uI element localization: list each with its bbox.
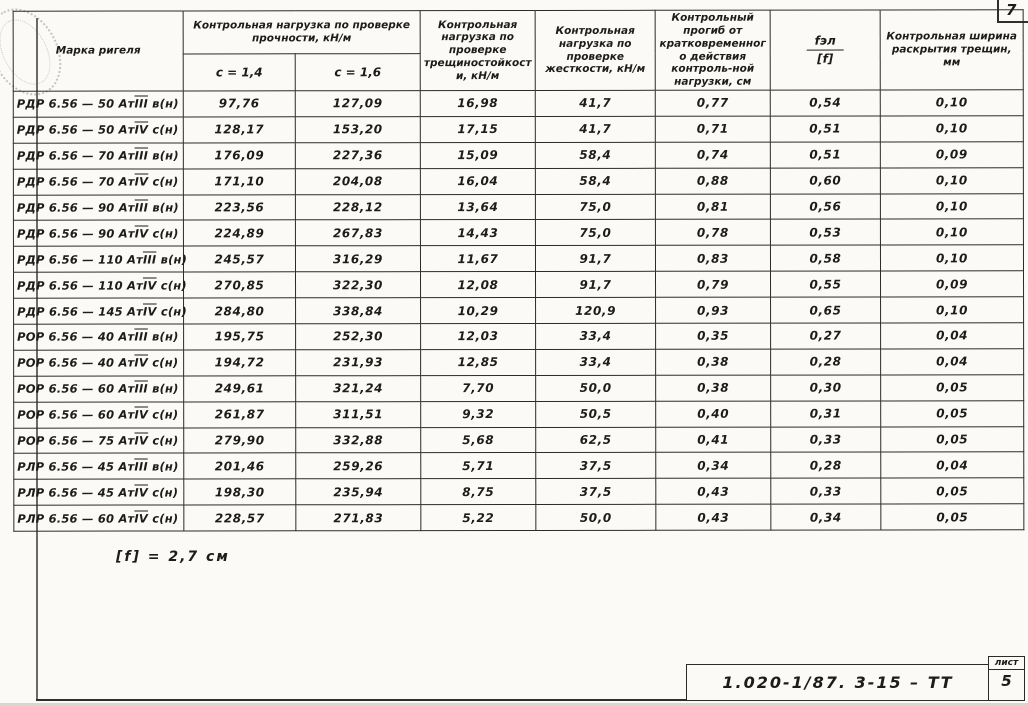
header-crack-width: Контрольная ширина раскрытия трещин, мм	[880, 10, 1023, 90]
strength-c16-cell: 271,83	[296, 505, 421, 531]
crack-width-cell: 0,05	[881, 478, 1024, 504]
crack-load-cell: 12,08	[421, 272, 536, 298]
mark-cell: РДР 6.56 — 110 $Ат\overline{III}$ в(н)	[13, 246, 183, 272]
stiffness-load-cell: 41,7	[535, 90, 655, 116]
crack-width-cell: 0,04	[881, 349, 1024, 375]
stiffness-load-cell: 91,7	[536, 272, 656, 298]
strength-c16-cell: 204,08	[295, 168, 420, 194]
header-c14: с = 1,4	[183, 54, 295, 91]
crack-load-cell: 7,70	[421, 375, 536, 401]
stiffness-load-cell: 58,4	[535, 142, 655, 168]
strength-c14-cell: 176,09	[183, 143, 295, 169]
stiffness-load-cell: 58,4	[535, 168, 655, 194]
f-ratio-fraction	[807, 34, 844, 66]
mark-cell: РОР 6.56 — 60 $Ат\overline{IV}$ с(н)	[14, 402, 184, 428]
crack-load-cell: 5,22	[421, 505, 536, 531]
strength-c16-cell: 227,36	[295, 142, 420, 168]
sheet-label: лист	[989, 657, 1024, 670]
crack-width-cell: 0,10	[880, 90, 1023, 116]
crack-width-cell: 0,10	[880, 193, 1023, 219]
deflection-cell: 0,74	[655, 142, 770, 168]
document-number: 1.020-1/87. 3-15 – ТТ	[722, 673, 954, 692]
strength-c16-cell: 322,30	[296, 272, 421, 298]
stiffness-load-cell: 37,5	[536, 453, 656, 479]
strength-c14-cell: 261,87	[184, 401, 296, 427]
deflection-cell: 0,77	[655, 90, 770, 116]
stiffness-load-cell: 41,7	[535, 116, 655, 142]
crack-width-cell: 0,09	[881, 271, 1024, 297]
deflection-limit-note: [f] = 2,7 см	[116, 549, 230, 565]
deflection-cell: 0,41	[656, 427, 771, 453]
strength-c14-cell: 195,75	[184, 324, 296, 350]
crack-width-cell: 0,05	[881, 400, 1024, 426]
crack-width-cell: 0,10	[880, 219, 1023, 245]
strength-c16-cell: 321,24	[296, 375, 421, 401]
mark-cell: РДР 6.56 — 110 $Ат\overline{IV}$ с(н)	[14, 272, 184, 298]
strength-c16-cell: 235,94	[296, 479, 421, 505]
deflection-cell: 0,43	[656, 504, 771, 530]
crack-load-cell: 10,29	[421, 298, 536, 324]
f-ratio-numerator: fэл	[807, 34, 844, 51]
deflection-cell: 0,79	[656, 271, 771, 297]
mark-cell: РДР 6.56 — 90 $Ат\overline{III}$ в(н)	[13, 195, 183, 221]
crack-load-cell: 5,68	[421, 427, 536, 453]
strength-c14-cell: 245,57	[183, 246, 295, 272]
f-ratio-cell: 0,56	[770, 194, 880, 220]
f-ratio-cell: 0,54	[770, 90, 880, 116]
strength-c14-cell: 128,17	[183, 117, 295, 143]
table-row	[14, 375, 1024, 402]
deflection-cell: 0,38	[656, 375, 771, 401]
mark-cell: РДР 6.56 — 145 $Ат\overline{IV}$ с(н)	[14, 298, 184, 324]
crack-width-cell: 0,10	[880, 116, 1023, 142]
strength-c16-cell: 259,26	[296, 453, 421, 479]
stiffness-load-cell: 50,0	[536, 505, 656, 531]
crack-load-cell: 16,04	[420, 168, 535, 194]
header-crack-load: Контрольная нагрузка по проверке трещиностойкости, кН/м	[420, 10, 535, 90]
mark-cell: РДР 6.56 — 90 $Ат\overline{IV}$ с(н)	[13, 220, 183, 246]
strength-c14-cell: 171,10	[183, 168, 295, 194]
crack-width-cell: 0,05	[881, 375, 1024, 401]
title-block	[686, 664, 990, 701]
mark-cell: РОР 6.56 — 75 $Ат\overline{IV}$ с(н)	[14, 428, 184, 454]
crack-load-cell: 11,67	[420, 246, 535, 272]
strength-c14-cell: 223,56	[183, 194, 295, 220]
table-row	[14, 297, 1024, 324]
stiffness-load-cell: 33,4	[536, 349, 656, 375]
stiffness-load-cell: 37,5	[536, 479, 656, 505]
table-row	[14, 271, 1024, 298]
strength-c16-cell: 231,93	[296, 350, 421, 376]
mark-cell: РЛР 6.56 — 45 $Ат\overline{III}$ в(н)	[14, 453, 184, 479]
mark-cell: РОР 6.56 — 40 $Ат\overline{III}$ в(н)	[14, 324, 184, 350]
strength-c14-cell: 249,61	[184, 376, 296, 402]
f-ratio-cell: 0,53	[770, 219, 880, 245]
table-row	[14, 504, 1024, 531]
strength-c14-cell: 228,57	[184, 505, 296, 531]
f-ratio-cell: 0,51	[770, 142, 880, 168]
deflection-cell: 0,71	[655, 116, 770, 142]
crack-width-cell: 0,04	[881, 452, 1024, 478]
strength-c14-cell: 198,30	[184, 479, 296, 505]
table-row	[13, 245, 1023, 272]
strength-c16-cell: 228,12	[295, 194, 420, 220]
crack-width-cell: 0,04	[881, 323, 1024, 349]
crack-width-cell: 0,09	[880, 142, 1023, 168]
mark-cell: РЛР 6.56 — 60 $Ат\overline{IV}$ с(н)	[14, 505, 184, 531]
sheet-corner-mark: 7	[1006, 1, 1017, 19]
f-ratio-cell: 0,30	[771, 375, 881, 401]
strength-c14-cell: 279,90	[184, 427, 296, 453]
deflection-cell: 0,34	[656, 453, 771, 479]
crack-load-cell: 9,32	[421, 401, 536, 427]
table-row	[13, 90, 1023, 117]
stiffness-load-cell: 62,5	[536, 427, 656, 453]
crack-width-cell: 0,10	[880, 167, 1023, 193]
strength-c14-cell: 201,46	[184, 453, 296, 479]
deflection-cell: 0,43	[656, 479, 771, 505]
table-row	[14, 452, 1024, 479]
strength-c16-cell: 332,88	[296, 427, 421, 453]
strength-c14-cell: 97,76	[183, 91, 295, 117]
strength-c14-cell: 270,85	[184, 272, 296, 298]
stiffness-load-cell: 91,7	[535, 246, 655, 272]
header-mark: Марка ригеля	[13, 11, 183, 91]
stiffness-load-cell: 50,0	[536, 375, 656, 401]
f-ratio-cell: 0,65	[771, 297, 881, 323]
table-header	[13, 10, 1023, 91]
deflection-cell: 0,38	[656, 349, 771, 375]
crack-load-cell: 12,85	[421, 349, 536, 375]
f-ratio-cell: 0,28	[771, 349, 881, 375]
f-ratio-cell: 0,55	[771, 271, 881, 297]
strength-c16-cell: 316,29	[295, 246, 420, 272]
crack-load-cell: 8,75	[421, 479, 536, 505]
crack-width-cell: 0,10	[881, 297, 1024, 323]
mark-cell: РДР 6.56 — 50 $Ат\overline{IV}$ с(н)	[13, 117, 183, 143]
crack-width-cell: 0,05	[881, 504, 1024, 530]
table-row	[13, 219, 1023, 246]
strength-c14-cell: 194,72	[184, 350, 296, 376]
mark-cell: РОР 6.56 — 40 $Ат\overline{IV}$ с(н)	[14, 350, 184, 376]
crack-load-cell: 16,98	[420, 90, 535, 116]
table-row	[13, 167, 1023, 194]
stiffness-load-cell: 33,4	[536, 323, 656, 349]
sheet-number: 5	[1001, 672, 1012, 690]
f-ratio-cell: 0,58	[770, 245, 880, 271]
deflection-cell: 0,78	[655, 220, 770, 246]
crack-width-cell: 0,05	[881, 426, 1024, 452]
f-ratio-cell: 0,33	[771, 478, 881, 504]
mark-cell: РДР 6.56 — 50 $Ат\overline{III}$ в(н)	[13, 91, 183, 117]
deflection-cell: 0,40	[656, 401, 771, 427]
strength-c14-cell: 224,89	[183, 220, 295, 246]
table-row	[13, 142, 1023, 169]
crack-load-cell: 5,71	[421, 453, 536, 479]
f-ratio-denominator: [f]	[817, 51, 834, 66]
mark-cell: РДР 6.56 — 70 $Ат\overline{III}$ в(н)	[13, 143, 183, 169]
f-ratio-cell: 0,28	[771, 452, 881, 478]
strength-c16-cell: 153,20	[295, 117, 420, 143]
mark-cell: РЛР 6.56 — 45 $Ат\overline{IV}$ с(н)	[14, 479, 184, 505]
header-deflection: Контрольный прогиб от кратковременного действия контроль-ной нагрузки, см	[655, 10, 770, 90]
crack-load-cell: 13,64	[420, 194, 535, 220]
stiffness-load-cell: 120,9	[536, 297, 656, 323]
table-row	[13, 116, 1023, 143]
header-stiffness-load: Контрольная нагрузка по проверке жесткости, кН/м	[535, 10, 655, 90]
table-row	[14, 426, 1024, 453]
header-f-ratio	[770, 10, 880, 90]
table-row	[14, 478, 1024, 505]
stiffness-load-cell: 75,0	[535, 194, 655, 220]
strength-c16-cell: 252,30	[296, 324, 421, 350]
deflection-cell: 0,81	[655, 194, 770, 220]
strength-c16-cell: 311,51	[296, 401, 421, 427]
crack-load-cell: 12,03	[421, 323, 536, 349]
table-row	[13, 193, 1023, 220]
crack-load-cell: 15,09	[420, 142, 535, 168]
mark-cell: РОР 6.56 — 60 $Ат\overline{III}$ в(н)	[14, 376, 184, 402]
f-ratio-cell: 0,51	[770, 116, 880, 142]
mark-cell: РДР 6.56 — 70 $Ат\overline{IV}$ с(н)	[13, 169, 183, 195]
deflection-cell: 0,35	[656, 323, 771, 349]
deflection-cell: 0,83	[655, 245, 770, 271]
f-ratio-cell: 0,27	[771, 323, 881, 349]
header-c16: с = 1,6	[295, 54, 420, 91]
strength-c16-cell: 127,09	[295, 91, 420, 117]
table-row	[14, 323, 1024, 350]
table-body	[13, 90, 1024, 532]
strength-c16-cell: 267,83	[295, 220, 420, 246]
f-ratio-cell: 0,31	[771, 401, 881, 427]
f-ratio-cell: 0,34	[771, 504, 881, 530]
stiffness-load-cell: 75,0	[535, 220, 655, 246]
crack-width-cell: 0,10	[880, 245, 1023, 271]
f-ratio-cell: 0,33	[771, 427, 881, 453]
deflection-cell: 0,93	[656, 297, 771, 323]
crack-load-cell: 17,15	[420, 116, 535, 142]
strength-c14-cell: 284,80	[184, 298, 296, 324]
table-row	[14, 400, 1024, 427]
table-row	[14, 349, 1024, 376]
control-loads-table	[13, 9, 1025, 532]
strength-c16-cell: 338,84	[296, 298, 421, 324]
header-strength-group: Контрольная нагрузка по проверке прочности, кН/м	[183, 11, 420, 54]
f-ratio-cell: 0,60	[770, 168, 880, 194]
crack-load-cell: 14,43	[420, 220, 535, 246]
deflection-cell: 0,88	[655, 168, 770, 194]
stiffness-load-cell: 50,5	[536, 401, 656, 427]
sheet-number-box	[988, 656, 1025, 701]
